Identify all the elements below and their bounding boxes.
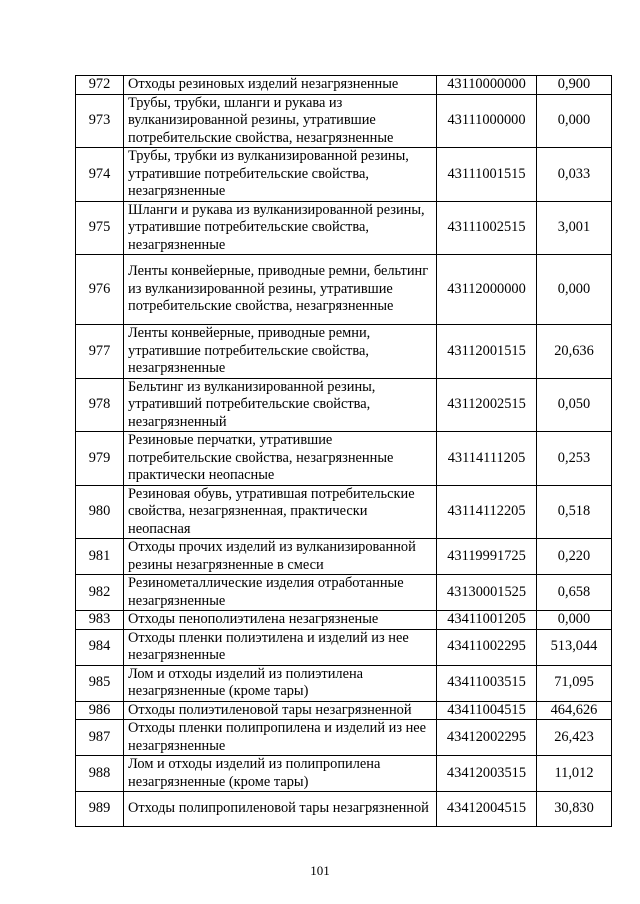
table-row <box>76 76 612 95</box>
waste-code: 43112000000 <box>437 255 537 325</box>
table-row <box>76 378 612 432</box>
table-row <box>76 575 612 611</box>
waste-code: 43411001205 <box>437 611 537 630</box>
waste-code: 43412002295 <box>437 720 537 756</box>
row-number: 986 <box>76 701 124 720</box>
waste-amount: 0,518 <box>537 485 612 539</box>
waste-amount: 0,220 <box>537 539 612 575</box>
waste-amount: 3,001 <box>537 201 612 255</box>
row-number: 987 <box>76 720 124 756</box>
row-number: 975 <box>76 201 124 255</box>
row-number: 980 <box>76 485 124 539</box>
row-number: 982 <box>76 575 124 611</box>
waste-amount: 0,658 <box>537 575 612 611</box>
table-row <box>76 665 612 701</box>
waste-amount: 20,636 <box>537 325 612 379</box>
waste-code: 43111001515 <box>437 148 537 202</box>
table-row <box>76 701 612 720</box>
waste-name: Лом и отходы изделий из полиэтилена незагрязненные (кроме тары) <box>124 665 437 701</box>
waste-name: Отходы пленки полипропилена и изделий из нее незагрязненные <box>124 720 437 756</box>
waste-name: Резиновые перчатки, утратившие потребительские свойства, незагрязненные практически неопасные <box>124 432 437 486</box>
waste-name: Отходы прочих изделий из вулканизированной резины незагрязненные в смеси <box>124 539 437 575</box>
row-number: 973 <box>76 94 124 148</box>
waste-code: 43110000000 <box>437 76 537 95</box>
waste-code: 43119991725 <box>437 539 537 575</box>
table-row <box>76 255 612 325</box>
row-number: 977 <box>76 325 124 379</box>
waste-code: 43111000000 <box>437 94 537 148</box>
waste-code: 43411003515 <box>437 665 537 701</box>
waste-amount: 71,095 <box>537 665 612 701</box>
waste-name: Ленты конвейерные, приводные ремни, утратившие потребительские свойства, незагрязненные <box>124 325 437 379</box>
table-row <box>76 539 612 575</box>
waste-amount: 26,423 <box>537 720 612 756</box>
table-row <box>76 201 612 255</box>
waste-name: Отходы пленки полиэтилена и изделий из нее незагрязненные <box>124 629 437 665</box>
waste-amount: 30,830 <box>537 792 612 827</box>
waste-code: 43111002515 <box>437 201 537 255</box>
waste-amount: 0,000 <box>537 94 612 148</box>
waste-amount: 0,050 <box>537 378 612 432</box>
waste-name: Лом и отходы изделий из полипропилена незагрязненные (кроме тары) <box>124 756 437 792</box>
waste-name: Отходы полиэтиленовой тары незагрязненной <box>124 701 437 720</box>
waste-amount: 0,000 <box>537 611 612 630</box>
waste-name: Шланги и рукава из вулканизированной резины, утратившие потребительские свойства, незагрязненные <box>124 201 437 255</box>
waste-code: 43412003515 <box>437 756 537 792</box>
waste-name: Ленты конвейерные, приводные ремни, бельтинг из вулканизированной резины, утратившие потребительские свойства, незагрязненные <box>124 255 437 325</box>
waste-name: Отходы пенополиэтилена незагрязненые <box>124 611 437 630</box>
row-number: 981 <box>76 539 124 575</box>
waste-code: 43112001515 <box>437 325 537 379</box>
waste-name: Отходы полипропиленовой тары незагрязненной <box>124 792 437 827</box>
waste-name: Бельтинг из вулканизированной резины, утративший потребительские свойства, незагрязненный <box>124 378 437 432</box>
table-row <box>76 792 612 827</box>
table-row <box>76 629 612 665</box>
waste-code: 43411004515 <box>437 701 537 720</box>
waste-code: 43114112205 <box>437 485 537 539</box>
page-number: 101 <box>310 863 330 878</box>
row-number: 972 <box>76 76 124 95</box>
waste-name: Резинометаллические изделия отработанные незагрязненные <box>124 575 437 611</box>
waste-name: Трубы, трубки из вулканизированной резины, утратившие потребительские свойства, незагрязненные <box>124 148 437 202</box>
row-number: 978 <box>76 378 124 432</box>
row-number: 985 <box>76 665 124 701</box>
row-number: 984 <box>76 629 124 665</box>
table-row <box>76 148 612 202</box>
table-row <box>76 432 612 486</box>
waste-amount: 11,012 <box>537 756 612 792</box>
row-number: 979 <box>76 432 124 486</box>
waste-table-body <box>76 76 612 827</box>
table-row <box>76 720 612 756</box>
row-number: 989 <box>76 792 124 827</box>
table-row <box>76 325 612 379</box>
waste-amount: 0,033 <box>537 148 612 202</box>
waste-code: 43112002515 <box>437 378 537 432</box>
waste-amount: 0,900 <box>537 76 612 95</box>
waste-table <box>75 75 612 827</box>
row-number: 974 <box>76 148 124 202</box>
waste-amount: 0,253 <box>537 432 612 486</box>
waste-name: Резиновая обувь, утратившая потребительские свойства, незагрязненная, практически неопасная <box>124 485 437 539</box>
waste-amount: 464,626 <box>537 701 612 720</box>
waste-amount: 0,000 <box>537 255 612 325</box>
row-number: 976 <box>76 255 124 325</box>
row-number: 988 <box>76 756 124 792</box>
table-row <box>76 756 612 792</box>
row-number: 983 <box>76 611 124 630</box>
waste-code: 43412004515 <box>437 792 537 827</box>
table-row <box>76 611 612 630</box>
table-row <box>76 94 612 148</box>
waste-amount: 513,044 <box>537 629 612 665</box>
waste-code: 43114111205 <box>437 432 537 486</box>
table-row <box>76 485 612 539</box>
waste-name: Трубы, трубки, шланги и рукава из вулканизированной резины, утратившие потребительские свойства, незагрязненные <box>124 94 437 148</box>
waste-code: 43411002295 <box>437 629 537 665</box>
waste-code: 43130001525 <box>437 575 537 611</box>
waste-name: Отходы резиновых изделий незагрязненные <box>124 76 437 95</box>
